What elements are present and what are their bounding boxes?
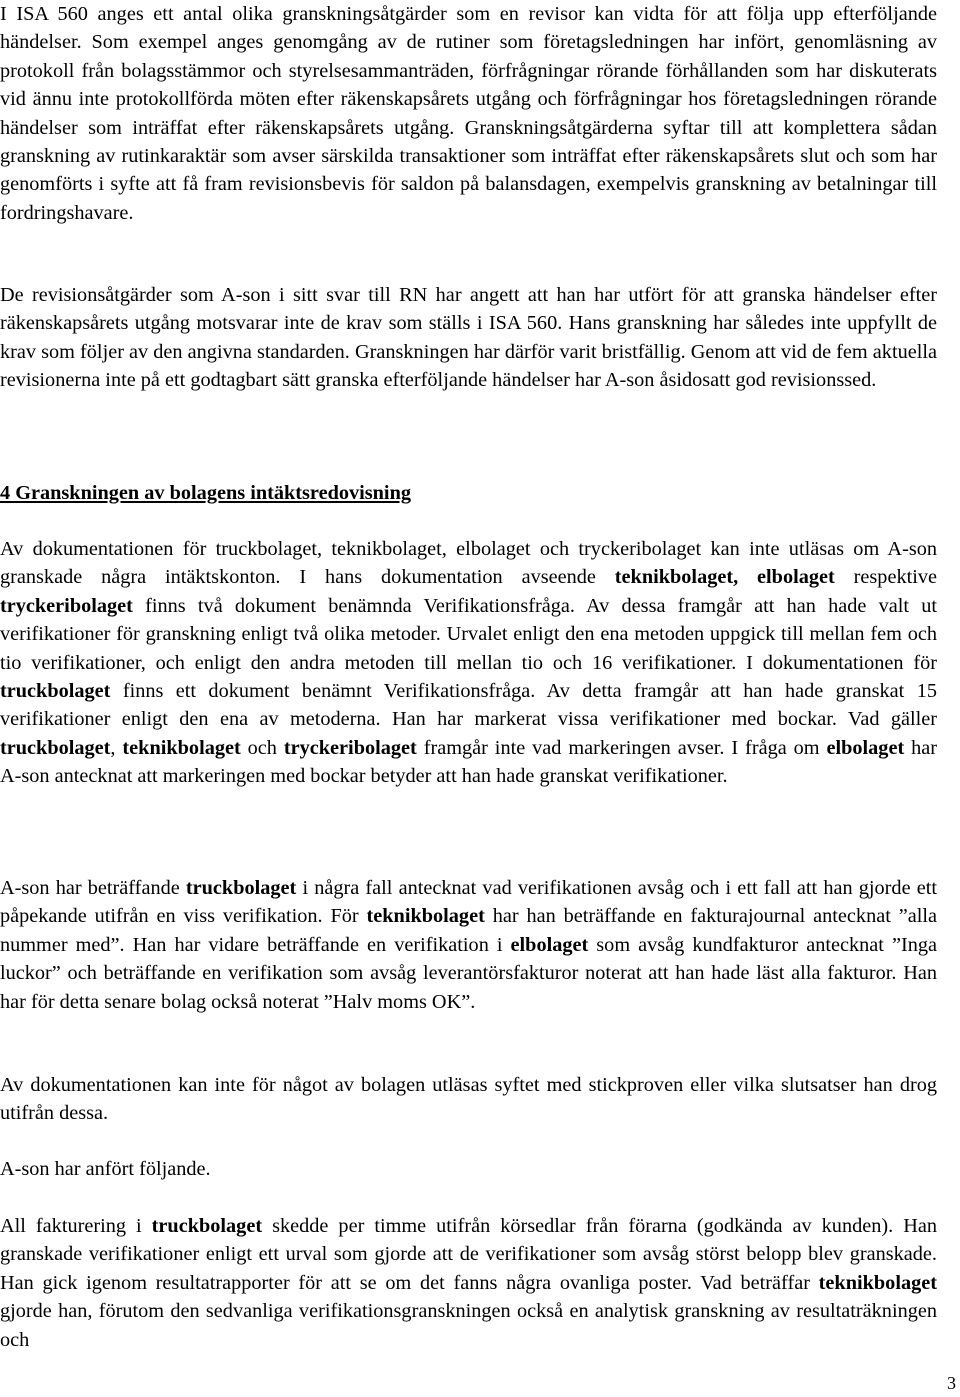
bold-company-names: teknikbolaget, elbolaget (614, 566, 835, 589)
bold-company-name: elbolaget (826, 736, 905, 759)
bold-company-name: tryckeribolaget (0, 594, 133, 617)
section-heading: 4 Granskningen av bolagens intäktsredovisning (0, 482, 411, 504)
text-run: och (240, 736, 284, 759)
bold-company-name: truckbolaget (0, 736, 111, 759)
text-run: respektive (834, 566, 937, 589)
bold-company-name: teknikbolaget (122, 736, 241, 759)
bold-company-name: truckbolaget (185, 877, 297, 899)
paragraph-documentation (0, 535, 937, 791)
text-run: framgår inte vad markeringen avser. I fråga om (416, 736, 827, 759)
bold-company-name: elbolaget (510, 933, 589, 956)
text-run: Av dokumentationen för truckbolaget, teknikbolaget, elbolaget och tryckeribolaget kan inte utläsas om A-son granskade några intäktskonton. I hans dokumentation avseende (0, 538, 937, 589)
paragraph-revision-measures: De revisionsåtgärder som A-son i sitt svar till RN har angett att han har utfört för att granska händelser efter räkenskapsårets utgång motsvarar inte de krav som ställs i ISA 560. Hans granskning har således inte uppfyllt de krav som följer av den angivna standarden. Granskningen har därför varit bristfällig. Genom att vid de fem aktuella revisionerna inte på ett godtagbart sätt granska efterföljande händelser har A-son åsidosatt god revisionssed. (0, 284, 937, 392)
text-run: har A-son antecknat att markeringen med bockar betyder att han hade granskat verifikationer. (0, 736, 938, 788)
text-run: skedde per timme utifrån körsedlar från förarna (godkända av kunden). Han granskade verifikationer enligt ett urval som gjorde att de verifikationer som avsåg störst belopp blev granskade. Han gick igenom resultatrapporter för att se om det fanns några ovanliga poster. Vad beträffar (0, 1215, 937, 1294)
text-run: gjorde han, förutom den sedvanliga verifikationsgranskningen också en analytisk granskning av resultaträkningen och (0, 1300, 937, 1351)
paragraph-statement-intro: A-son har anfört följande. (0, 1158, 211, 1180)
text-run: finns två dokument benämnda Verifikationsfråga. Av dessa framgår att han hade valt ut verifikationer för granskning enligt två olika metoder. Urvalet enligt den ena metoden uppgick till mellan fem och tio verifikationer, och enligt den andra metoden till mellan tio och 16 verifikationer. I dokumentationen för (0, 594, 937, 674)
bold-company-name: teknikbolaget (366, 905, 485, 928)
text-run: finns ett dokument benämnt Verifikationsfråga. Av detta framgår att han hade granskat 15 verifikationer enligt den ena av metoderna. Han har markerat vissa verifikationer med bockar. Vad gäller (0, 680, 937, 731)
bold-company-name: truckbolaget (0, 680, 111, 703)
text-run: har han beträffande en fakturajournal antecknat ”alla nummer med”. Han har vidare beträffande en verifikation i (0, 905, 937, 956)
paragraph-annotations (0, 874, 937, 1016)
text-run: All fakturering i (0, 1215, 152, 1237)
text-run: i några fall antecknat vad verifikationen avsåg och i ett fall att han gjorde ett påpekande utifrån en viss verifikation. För (0, 877, 937, 928)
paragraph-purpose: Av dokumentationen kan inte för något av bolagen utläsas syftet med stickproven eller vilka slutsatser han drog utifrån dessa. (0, 1074, 937, 1125)
bold-company-name: truckbolaget (151, 1215, 263, 1237)
page-number: 3 (947, 1373, 956, 1393)
text-run: som avsåg kundfakturor antecknat ”Inga luckor” och beträffande en verifikation som avsåg leverantörsfakturor noterat att han hade läst alla fakturor. Han har för detta senare bolag också noterat ”Halv moms OK”. (0, 933, 937, 1013)
text-run: , (110, 736, 123, 759)
bold-company-name: teknikbolaget (818, 1271, 937, 1294)
bold-company-name: tryckeribolaget (283, 736, 417, 759)
paragraph-isa560-procedures: I ISA 560 anges ett antal olika granskningsåtgärder som en revisor kan vidta för att följa upp efterföljande händelser. Som exempel anges genomgång av de rutiner som företagsledningen har infört, genomläsning av protokoll från bolagsstämmor och styrelsesammanträden, förfrågningar rörande förhållanden som har diskuterats vid ännu inte protokollförda möten efter räkenskapsårets utgång och förfrågningar hos företagsledningen rörande händelser som inträffat efter räkenskapsårets utgång. Granskningsåtgärderna syftar till att komplettera sådan granskning av rutinkaraktär som avser särskilda transaktioner som inträffat efter räkenskapsårets slut och som har genomförts i syfte att få fram revisionsbevis för saldon på balansdagen, exempelvis granskning av betalningar till fordringshavare. (0, 3, 937, 224)
text-run: A-son har beträffande (0, 877, 186, 899)
paragraph-invoicing (0, 1212, 937, 1354)
